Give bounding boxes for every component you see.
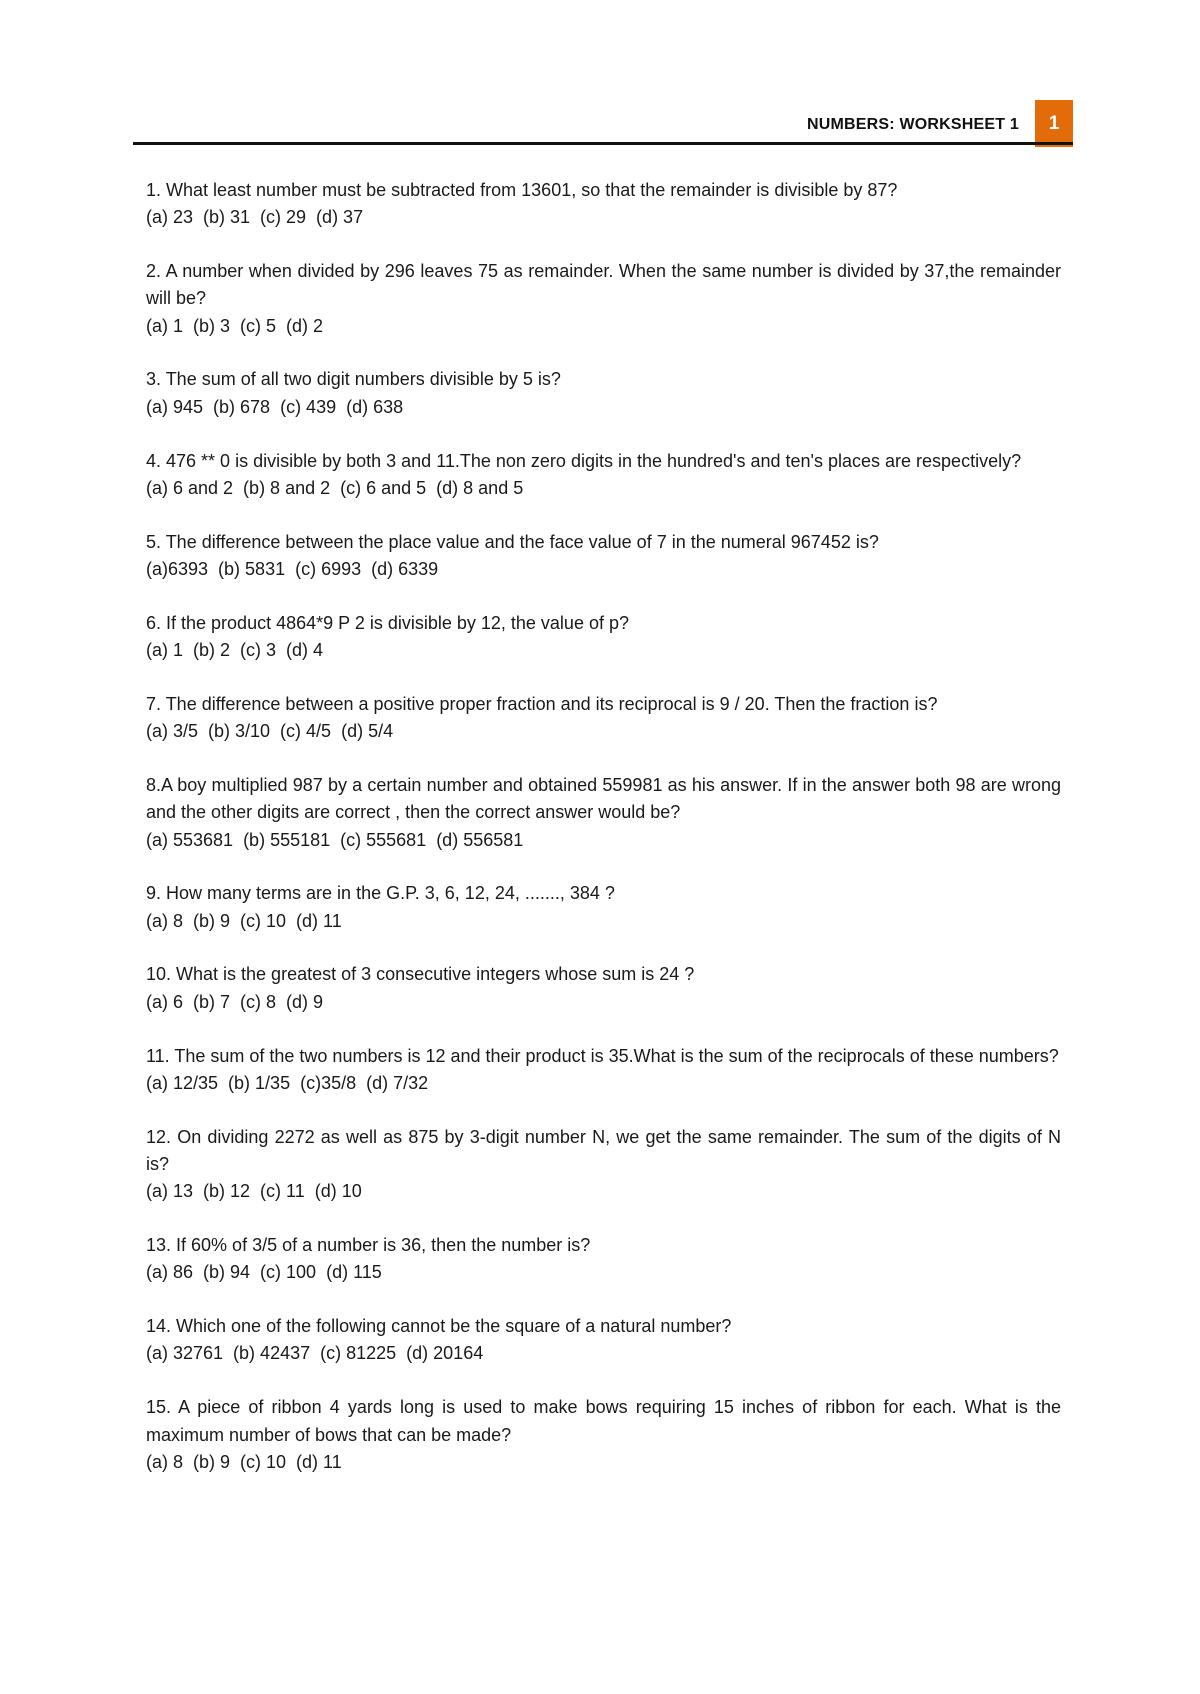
question-options: (a) 23 (b) 31 (c) 29 (d) 37 (146, 207, 364, 228)
question-options: (a) 32761 (b) 42437 (c) 81225 (d) 20164 (146, 1343, 484, 1364)
question-text: 9. How many terms are in the G.P. 3, 6, 12, 24, ......., 384 ? (146, 883, 615, 904)
question-options: (a) 3/5 (b) 3/10 (c) 4/5 (d) 5/4 (146, 721, 394, 742)
question-options: (a) 1 (b) 3 (c) 5 (d) 2 (146, 315, 324, 336)
question-list (146, 177, 1061, 1503)
question-11 (146, 1043, 1061, 1098)
question-15 (146, 1394, 1061, 1476)
question-options: (a) 8 (b) 9 (c) 10 (d) 11 (146, 1451, 342, 1472)
question-3 (146, 366, 1061, 421)
question-text: 5. The difference between the place value and the face value of 7 in the numeral 967452 is? (146, 531, 879, 552)
question-6 (146, 610, 1061, 665)
question-options: (a) 12/35 (b) 1/35 (c)35/8 (d) 7/32 (146, 1072, 429, 1093)
question-12 (146, 1124, 1061, 1206)
question-text: 4. 476 ** 0 is divisible by both 3 and 11.The non zero digits in the hundred's and ten's places are respectively? (146, 450, 1022, 471)
question-options: (a) 13 (b) 12 (c) 11 (d) 10 (146, 1181, 362, 1202)
question-text: 12. On dividing 2272 as well as 875 by 3-digit number N, we get the same remainder. The sum of the digits of N is? (146, 1126, 1061, 1174)
question-7 (146, 691, 1061, 746)
question-2 (146, 258, 1061, 340)
question-text: 8.A boy multiplied 987 by a certain number and obtained 559981 as his answer. If in the answer both 98 are wrong and the other digits are correct , then the correct answer would be? (146, 774, 1061, 823)
question-options: (a) 6 and 2 (b) 8 and 2 (c) 6 and 5 (d) 8 and 5 (146, 477, 524, 498)
page-header (133, 100, 1073, 146)
question-1 (146, 177, 1061, 232)
question-4 (146, 448, 1061, 503)
question-options: (a)6393 (b) 5831 (c) 6993 (d) 6339 (146, 558, 439, 579)
question-options: (a) 6 (b) 7 (c) 8 (d) 9 (146, 991, 324, 1012)
question-text: 3. The sum of all two digit numbers divisible by 5 is? (146, 369, 561, 390)
question-10 (146, 961, 1061, 1016)
question-options: (a) 553681 (b) 555181 (c) 555681 (d) 556581 (146, 829, 524, 850)
header-divider (133, 142, 1073, 145)
question-text: 2. A number when divided by 296 leaves 75 as remainder. When the same number is divided by 37,the remainder will be? (146, 261, 1061, 309)
question-text: 11. The sum of the two numbers is 12 and their product is 35.What is the sum of the reciprocals of these numbers? (146, 1045, 1059, 1066)
question-8 (146, 772, 1061, 854)
question-14 (146, 1313, 1061, 1368)
question-13 (146, 1232, 1061, 1287)
page-number-badge: 1 (1035, 100, 1073, 147)
question-text: 14. Which one of the following cannot be the square of a natural number? (146, 1316, 732, 1337)
question-text: 7. The difference between a positive proper fraction and its reciprocal is 9 / 20. Then the fraction is? (146, 693, 938, 714)
question-text: 1. What least number must be subtracted from 13601, so that the remainder is divisible by 87? (146, 180, 898, 200)
question-5 (146, 529, 1061, 584)
question-9 (146, 880, 1061, 935)
question-text: 10. What is the greatest of 3 consecutive integers whose sum is 24 ? (146, 964, 695, 985)
question-options: (a) 8 (b) 9 (c) 10 (d) 11 (146, 910, 342, 931)
question-options: (a) 86 (b) 94 (c) 100 (d) 115 (146, 1262, 382, 1283)
worksheet-title: NUMBERS: WORKSHEET 1 (806, 116, 1019, 133)
question-text: 13. If 60% of 3/5 of a number is 36, then the number is? (146, 1235, 591, 1256)
question-text: 6. If the product 4864*9 P 2 is divisible by 12, the value of p? (146, 612, 629, 633)
question-options: (a) 945 (b) 678 (c) 439 (d) 638 (146, 396, 404, 417)
question-options: (a) 1 (b) 2 (c) 3 (d) 4 (146, 640, 324, 661)
question-text: 15. A piece of ribbon 4 yards long is used to make bows requiring 15 inches of ribbon for each. What is the maximum number of bows that can be made? (146, 1397, 1061, 1445)
